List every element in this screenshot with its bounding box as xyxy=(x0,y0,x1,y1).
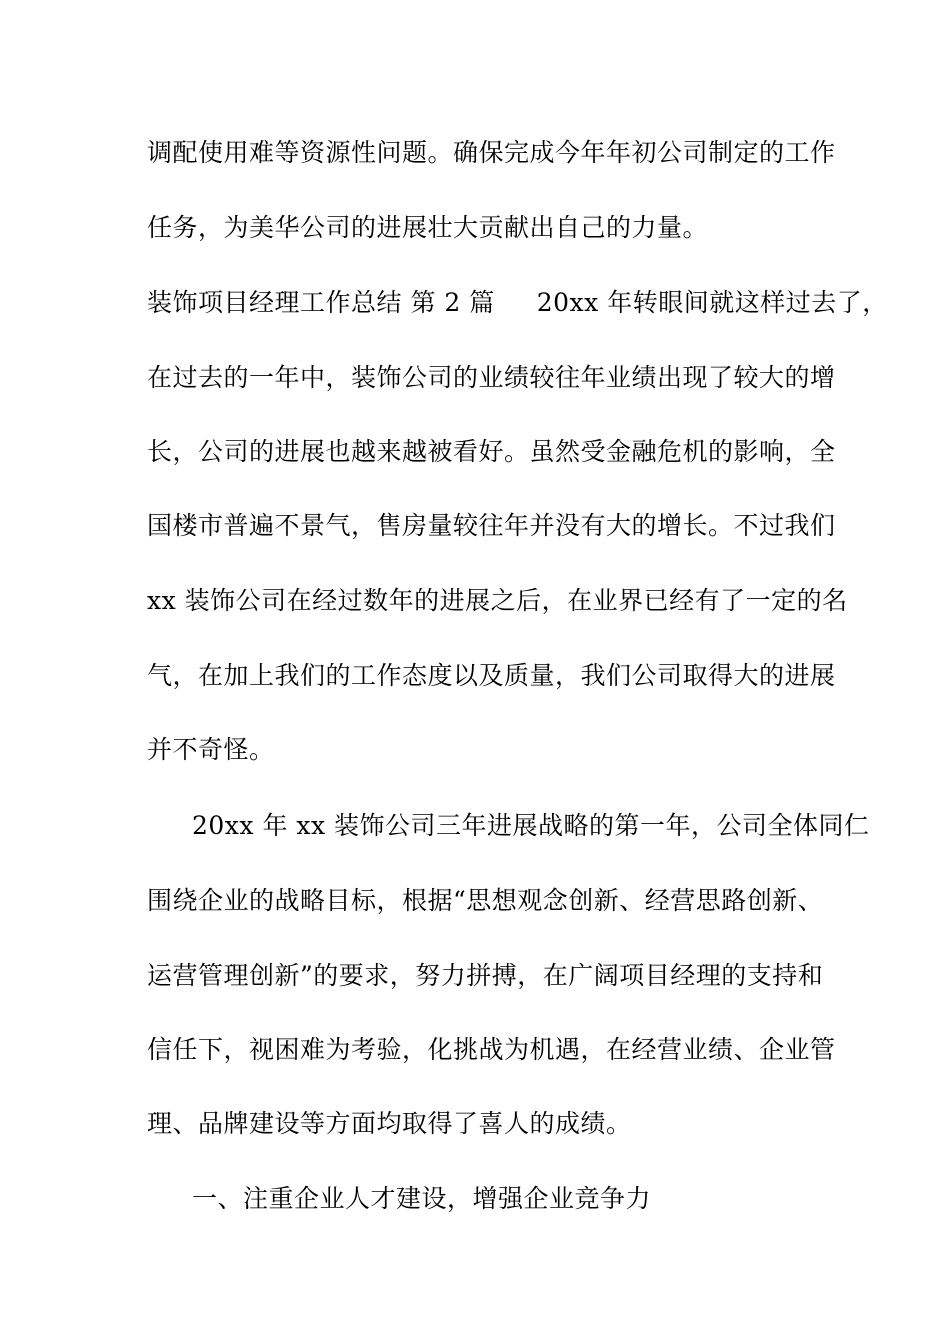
subsection-heading: 一、注重企业人才建设，增强企业竞争力 xyxy=(192,1184,652,1213)
section-heading-line xyxy=(147,287,888,319)
text-line: 气，在加上我们的工作态度以及质量，我们公司取得大的进展 xyxy=(147,661,836,690)
text-line: 信任下，视困难为考验，化挑战为机遇，在经营业绩、企业管 xyxy=(147,1035,836,1064)
text-line: 调配使用难等资源性问题。确保完成今年年初公司制定的工作 xyxy=(147,138,836,167)
text-span: 20xx 年转眼间就这样过去了， xyxy=(536,288,888,317)
section-heading: 装饰项目经理工作总结 第 2 篇 xyxy=(147,288,495,317)
text-line: 围绕企业的战略目标，根据“思想观念创新、经营思路创新、 xyxy=(147,886,824,915)
text-line: 并不奇怪。 xyxy=(147,735,275,764)
text-line: 国楼市普遍不景气，售房量较往年并没有大的增长。不过我们 xyxy=(147,511,836,540)
text-line: 在过去的一年中，装饰公司的业绩较往年业绩出现了较大的增 xyxy=(147,363,836,392)
text-line: 任务，为美华公司的进展壮大贡献出自己的力量。 xyxy=(147,213,709,242)
text-line: 长，公司的进展也越来越被看好。虽然受金融危机的影响，全 xyxy=(147,437,836,466)
text-line: 运营管理创新”的要求，努力拼搏，在广阔项目经理的支持和 xyxy=(147,961,824,990)
text-line: xx 装饰公司在经过数年的进展之后，在业界已经有了一定的名 xyxy=(147,586,848,615)
text-line: 理、品牌建设等方面均取得了喜人的成绩。 xyxy=(147,1109,632,1138)
text-line: 20xx 年 xx 装饰公司三年进展战略的第一年，公司全体同仁 xyxy=(192,811,870,840)
